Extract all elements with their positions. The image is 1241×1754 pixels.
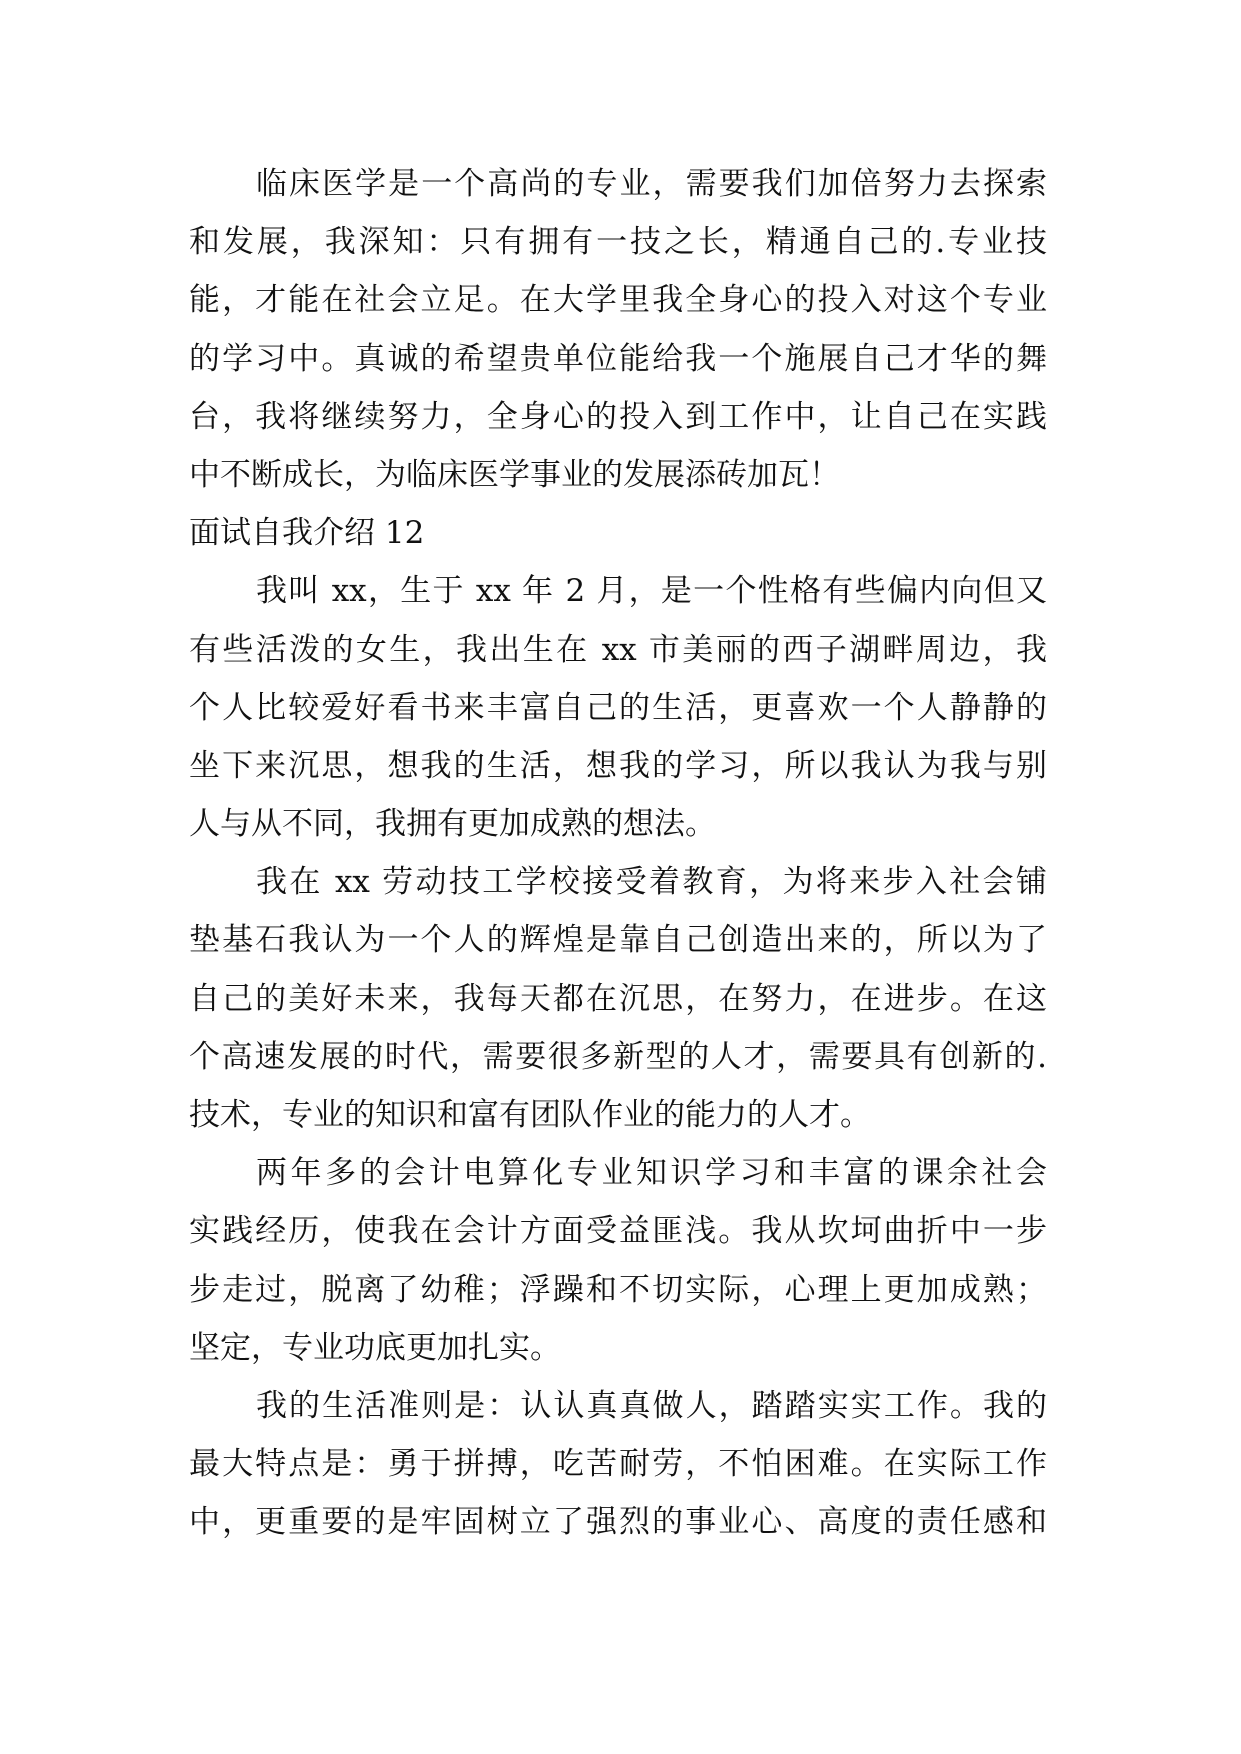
paragraph-line: 两年多的会计电算化专业知识学习和丰富的课余社会 (256, 1155, 1047, 1192)
paragraph-line: 能，才能在社会立足。在大学里我全身心的投入对这个专业 (189, 282, 1047, 319)
paragraph-line: 人与从不同，我拥有更加成熟的想法。 (189, 806, 716, 843)
paragraph-line: 和发展，我深知：只有拥有一技之长，精通自己的.专业技 (189, 224, 1047, 261)
paragraph-clinical-medicine (189, 155, 1047, 504)
paragraph-line: 中，更重要的是牢固树立了强烈的事业心、高度的责任感和 (189, 1504, 1047, 1541)
paragraph-line: 个人比较爱好看书来丰富自己的生活，更喜欢一个人静静的 (189, 689, 1047, 726)
paragraph-line: 的学习中。真诚的希望贵单位能给我一个施展自己才华的舞 (189, 340, 1047, 377)
paragraph-personal-intro (189, 562, 1047, 853)
paragraph-line: 我的生活准则是：认认真真做人，踏踏实实工作。我的 (256, 1387, 1047, 1424)
paragraph-line: 步走过，脱离了幼稚；浮躁和不切实际，心理上更加成熟； (189, 1271, 1047, 1308)
paragraph-line: 我在 xx 劳动技工学校接受着教育，为将来步入社会铺 (256, 864, 1047, 901)
paragraph-line: 坚定，专业功底更加扎实。 (189, 1329, 561, 1366)
paragraph-line: 临床医学是一个高尚的专业，需要我们加倍努力去探索 (256, 166, 1047, 202)
paragraph-line: 垫基石我认为一个人的辉煌是靠自己创造出来的，所以为了 (189, 922, 1047, 959)
paragraph-life-principles (189, 1377, 1047, 1552)
paragraph-line: 坐下来沉思，想我的生活，想我的学习，所以我认为我与别 (189, 747, 1047, 784)
paragraph-line: 技术，专业的知识和富有团队作业的能力的人才。 (189, 1097, 871, 1133)
paragraph-line: 自己的美好未来，我每天都在沉思，在努力，在进步。在这 (189, 980, 1047, 1017)
paragraph-line: 中不断成长，为临床医学事业的发展添砖加瓦！ (189, 456, 840, 493)
paragraph-line: 最大特点是：勇于拼搏，吃苦耐劳，不怕困难。在实际工作 (189, 1446, 1047, 1483)
paragraph-accounting-study (189, 1144, 1047, 1377)
paragraph-line: 台，我将继续努力，全身心的投入到工作中，让自己在实践 (189, 398, 1047, 435)
section-heading: 面试自我介绍 12 (189, 515, 425, 552)
paragraph-school-education (189, 853, 1047, 1144)
paragraph-line: 实践经历，使我在会计方面受益匪浅。我从坎坷曲折中一步 (189, 1213, 1047, 1250)
paragraph-line: 我叫 xx，生于 xx 年 2 月，是一个性格有些偏内向但又 (256, 573, 1047, 610)
paragraph-line: 个高速发展的时代，需要很多新型的人才，需要具有创新的. (189, 1038, 1047, 1075)
document-body (189, 155, 1047, 1552)
paragraph-line: 有些活泼的女生，我出生在 xx 市美丽的西子湖畔周边，我 (189, 631, 1047, 668)
